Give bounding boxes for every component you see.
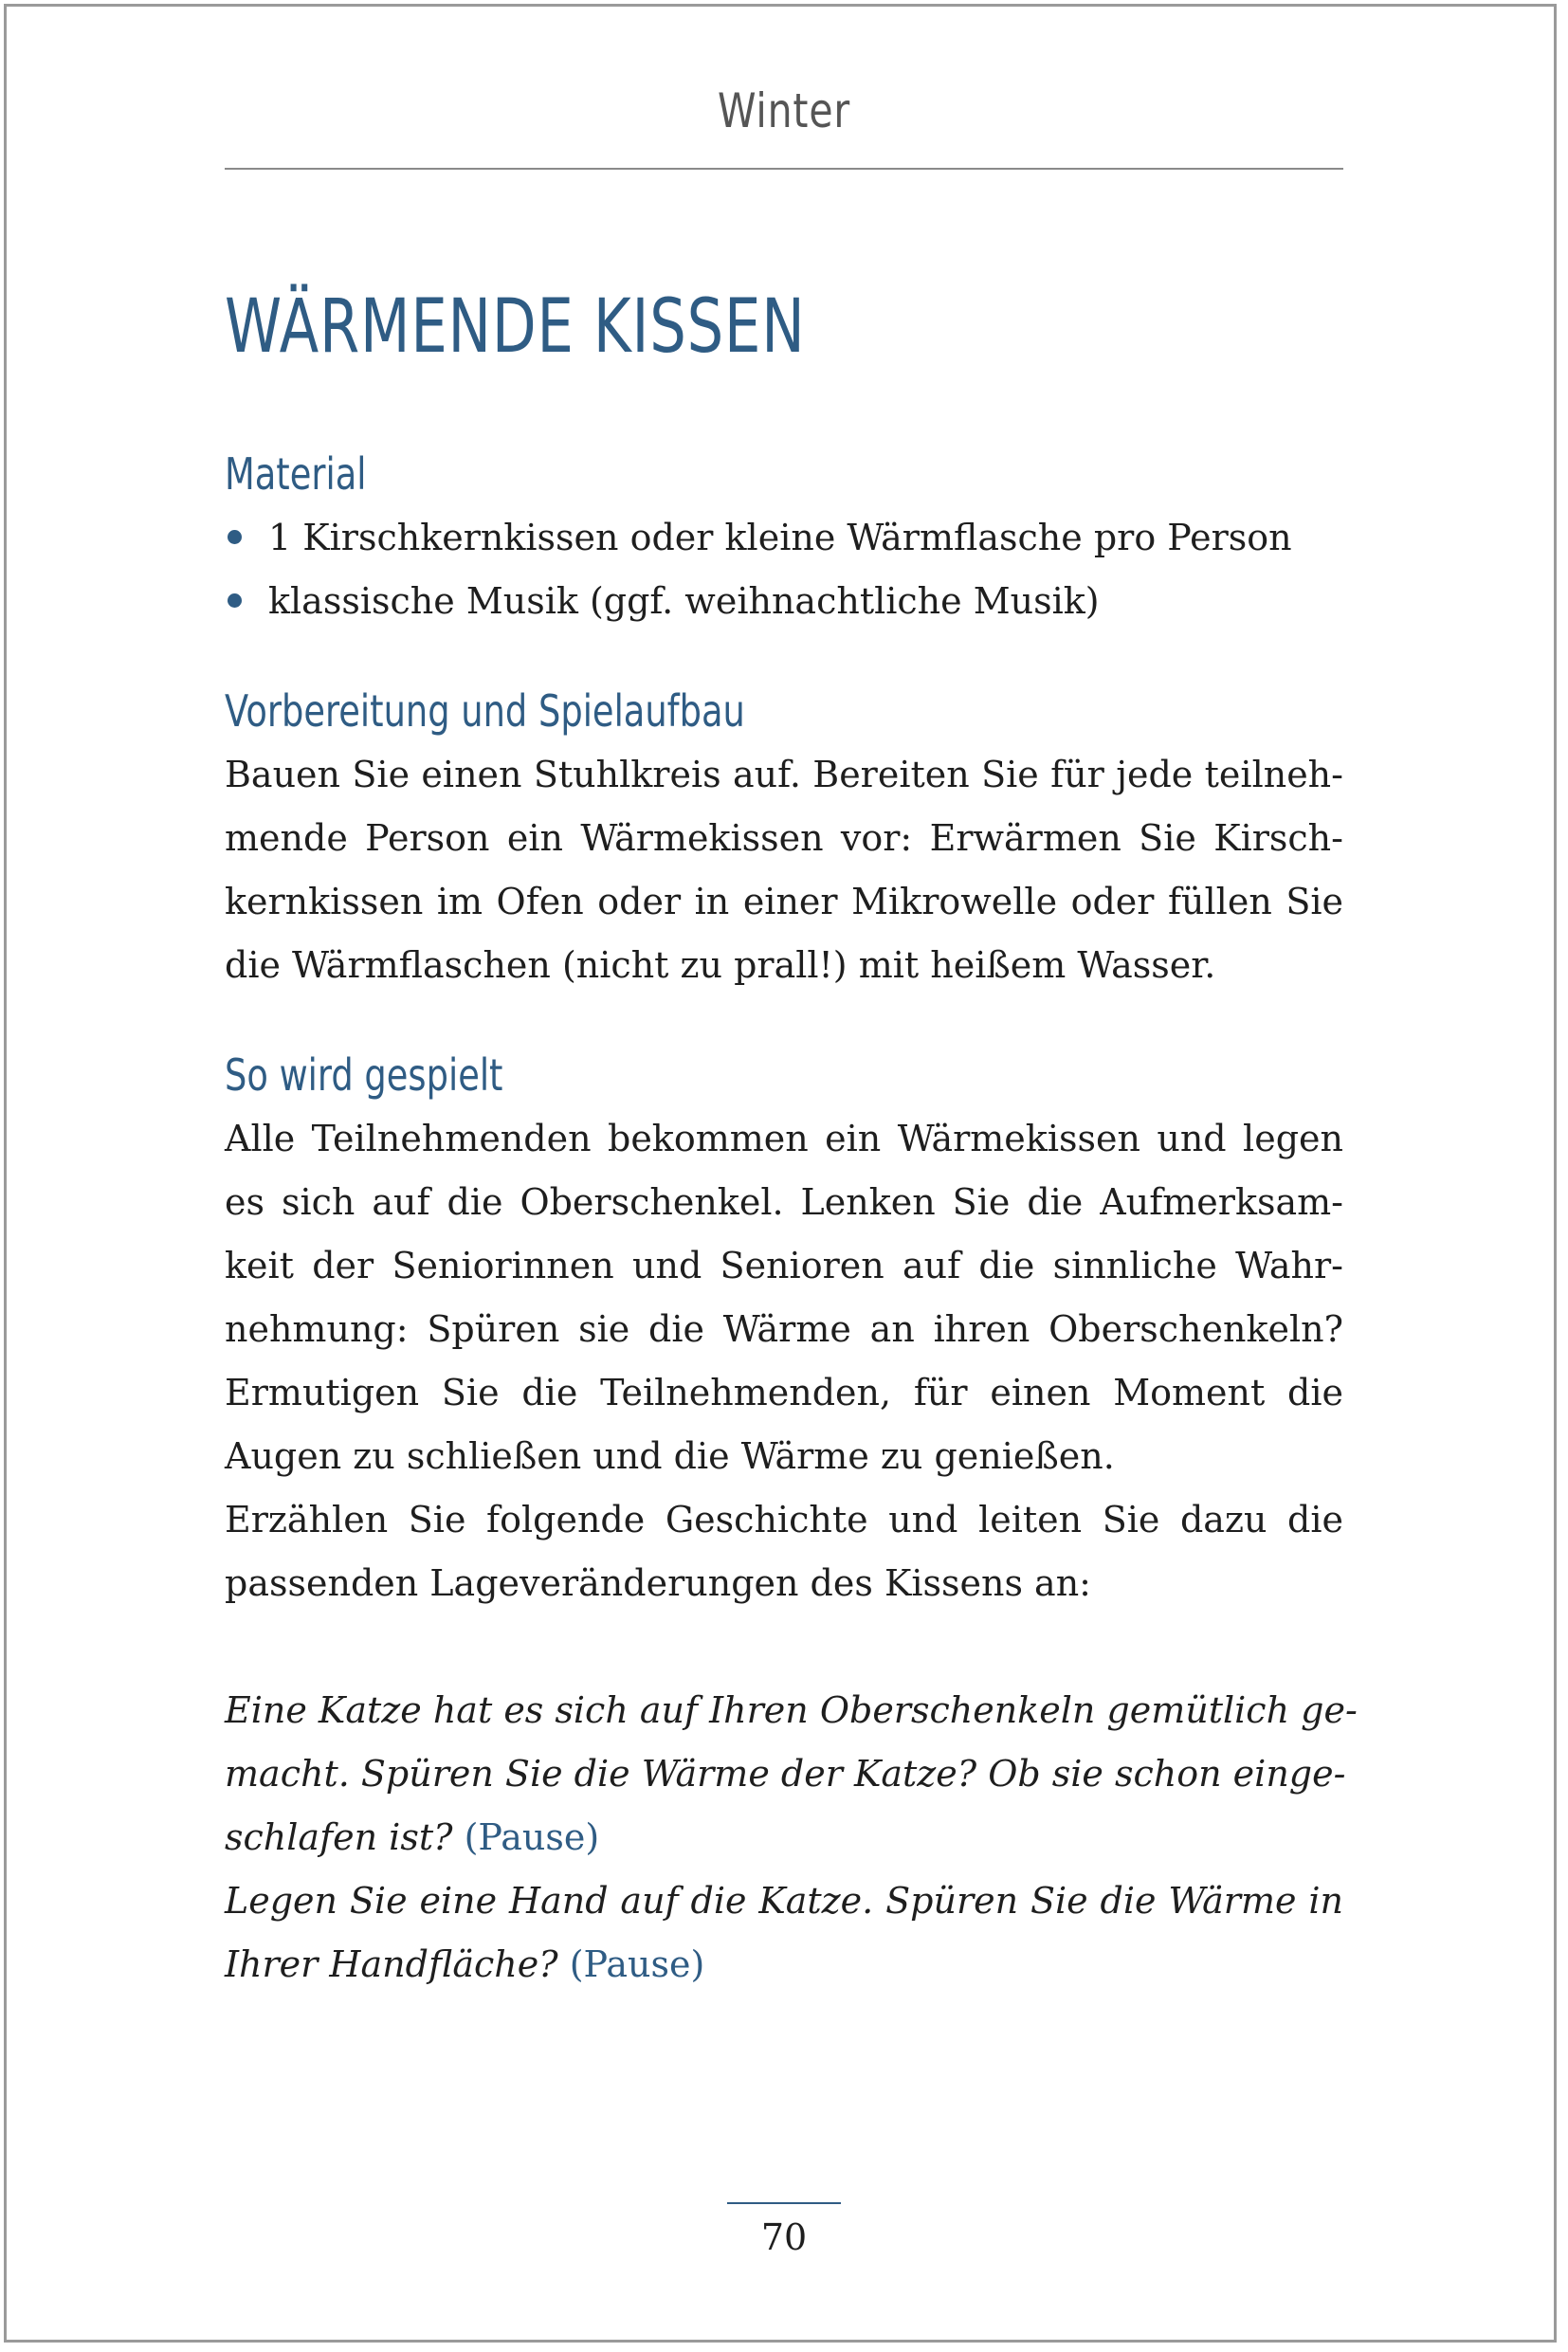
text-line: es sich auf die Oberschenkel. Lenken Sie die Aufmerksam- — [225, 1181, 1343, 1223]
page-title: WÄRMENDE KISSEN — [225, 284, 806, 370]
text-line: die Wärmflaschen (nicht zu prall!) mit heißem Wasser. — [225, 944, 1216, 986]
text-line: keit der Seniorinnen und Senioren auf die sinnliche Wahr- — [225, 1245, 1343, 1286]
preparation-heading: Vorbereitung und Spielaufbau — [225, 685, 745, 737]
text-line: passenden Lageveränderungen des Kissens an: — [225, 1562, 1091, 1604]
list-item — [225, 570, 1343, 633]
list-item-text: 1 Kirschkernkissen oder kleine Wärmflasche pro Person — [268, 517, 1292, 558]
text-line: nehmung: Spüren sie die Wärme an ihren Oberschenkeln? — [225, 1308, 1343, 1350]
story-line — [225, 1933, 1343, 1996]
footer-divider — [727, 2202, 841, 2204]
story-line-text: Ihrer Handfläche? — [225, 1943, 558, 1985]
text-line: Alle Teilnehmenden bekommen ein Wärmekissen und legen — [225, 1118, 1343, 1159]
story-text — [225, 1679, 1358, 1996]
pause-cue: (Pause) — [464, 1816, 600, 1858]
text-line: kernkissen im Ofen oder in einer Mikrowelle oder füllen Sie — [225, 881, 1343, 922]
list-item-text: klassische Musik (ggf. weihnachtliche Musik) — [268, 580, 1100, 622]
text-line: Augen zu schließen und die Wärme zu genießen. — [225, 1435, 1115, 1477]
material-heading: Material — [225, 448, 367, 500]
story-line: Eine Katze hat es sich auf Ihren Oberschenkeln gemütlich ge- — [225, 1689, 1358, 1731]
story-line: macht. Spüren Sie die Wärme der Katze? Ob sie schon einge- — [225, 1753, 1346, 1795]
instruction-paragraph — [225, 1488, 1343, 1615]
story-line — [225, 1806, 1343, 1869]
text-line: Erzählen Sie folgende Geschichte und leiten Sie dazu die — [225, 1499, 1343, 1541]
list-item — [225, 506, 1343, 570]
text-line: mende Person ein Wärmekissen vor: Erwärmen Sie Kirsch- — [225, 817, 1343, 859]
page-content — [225, 284, 1358, 1996]
text-line: Ermutigen Sie die Teilnehmenden, für einen Moment die — [225, 1372, 1343, 1413]
gameplay-paragraph — [225, 1107, 1343, 1488]
bullet-icon — [228, 593, 242, 608]
gameplay-heading: So wird gespielt — [225, 1049, 503, 1101]
running-header: Winter — [717, 83, 851, 138]
preparation-paragraph — [225, 743, 1343, 997]
story-line-text: schlafen ist? — [225, 1816, 453, 1858]
text-line: Bauen Sie einen Stuhlkreis auf. Bereiten Sie für jede teilneh- — [225, 754, 1343, 795]
pause-cue: (Pause) — [569, 1943, 705, 1985]
page-number: 70 — [760, 2216, 808, 2258]
story-line: Legen Sie eine Hand auf die Katze. Spüren Sie die Wärme in — [225, 1880, 1343, 1922]
bullet-icon — [228, 530, 242, 544]
material-list — [225, 506, 1343, 633]
header-divider — [225, 168, 1343, 170]
